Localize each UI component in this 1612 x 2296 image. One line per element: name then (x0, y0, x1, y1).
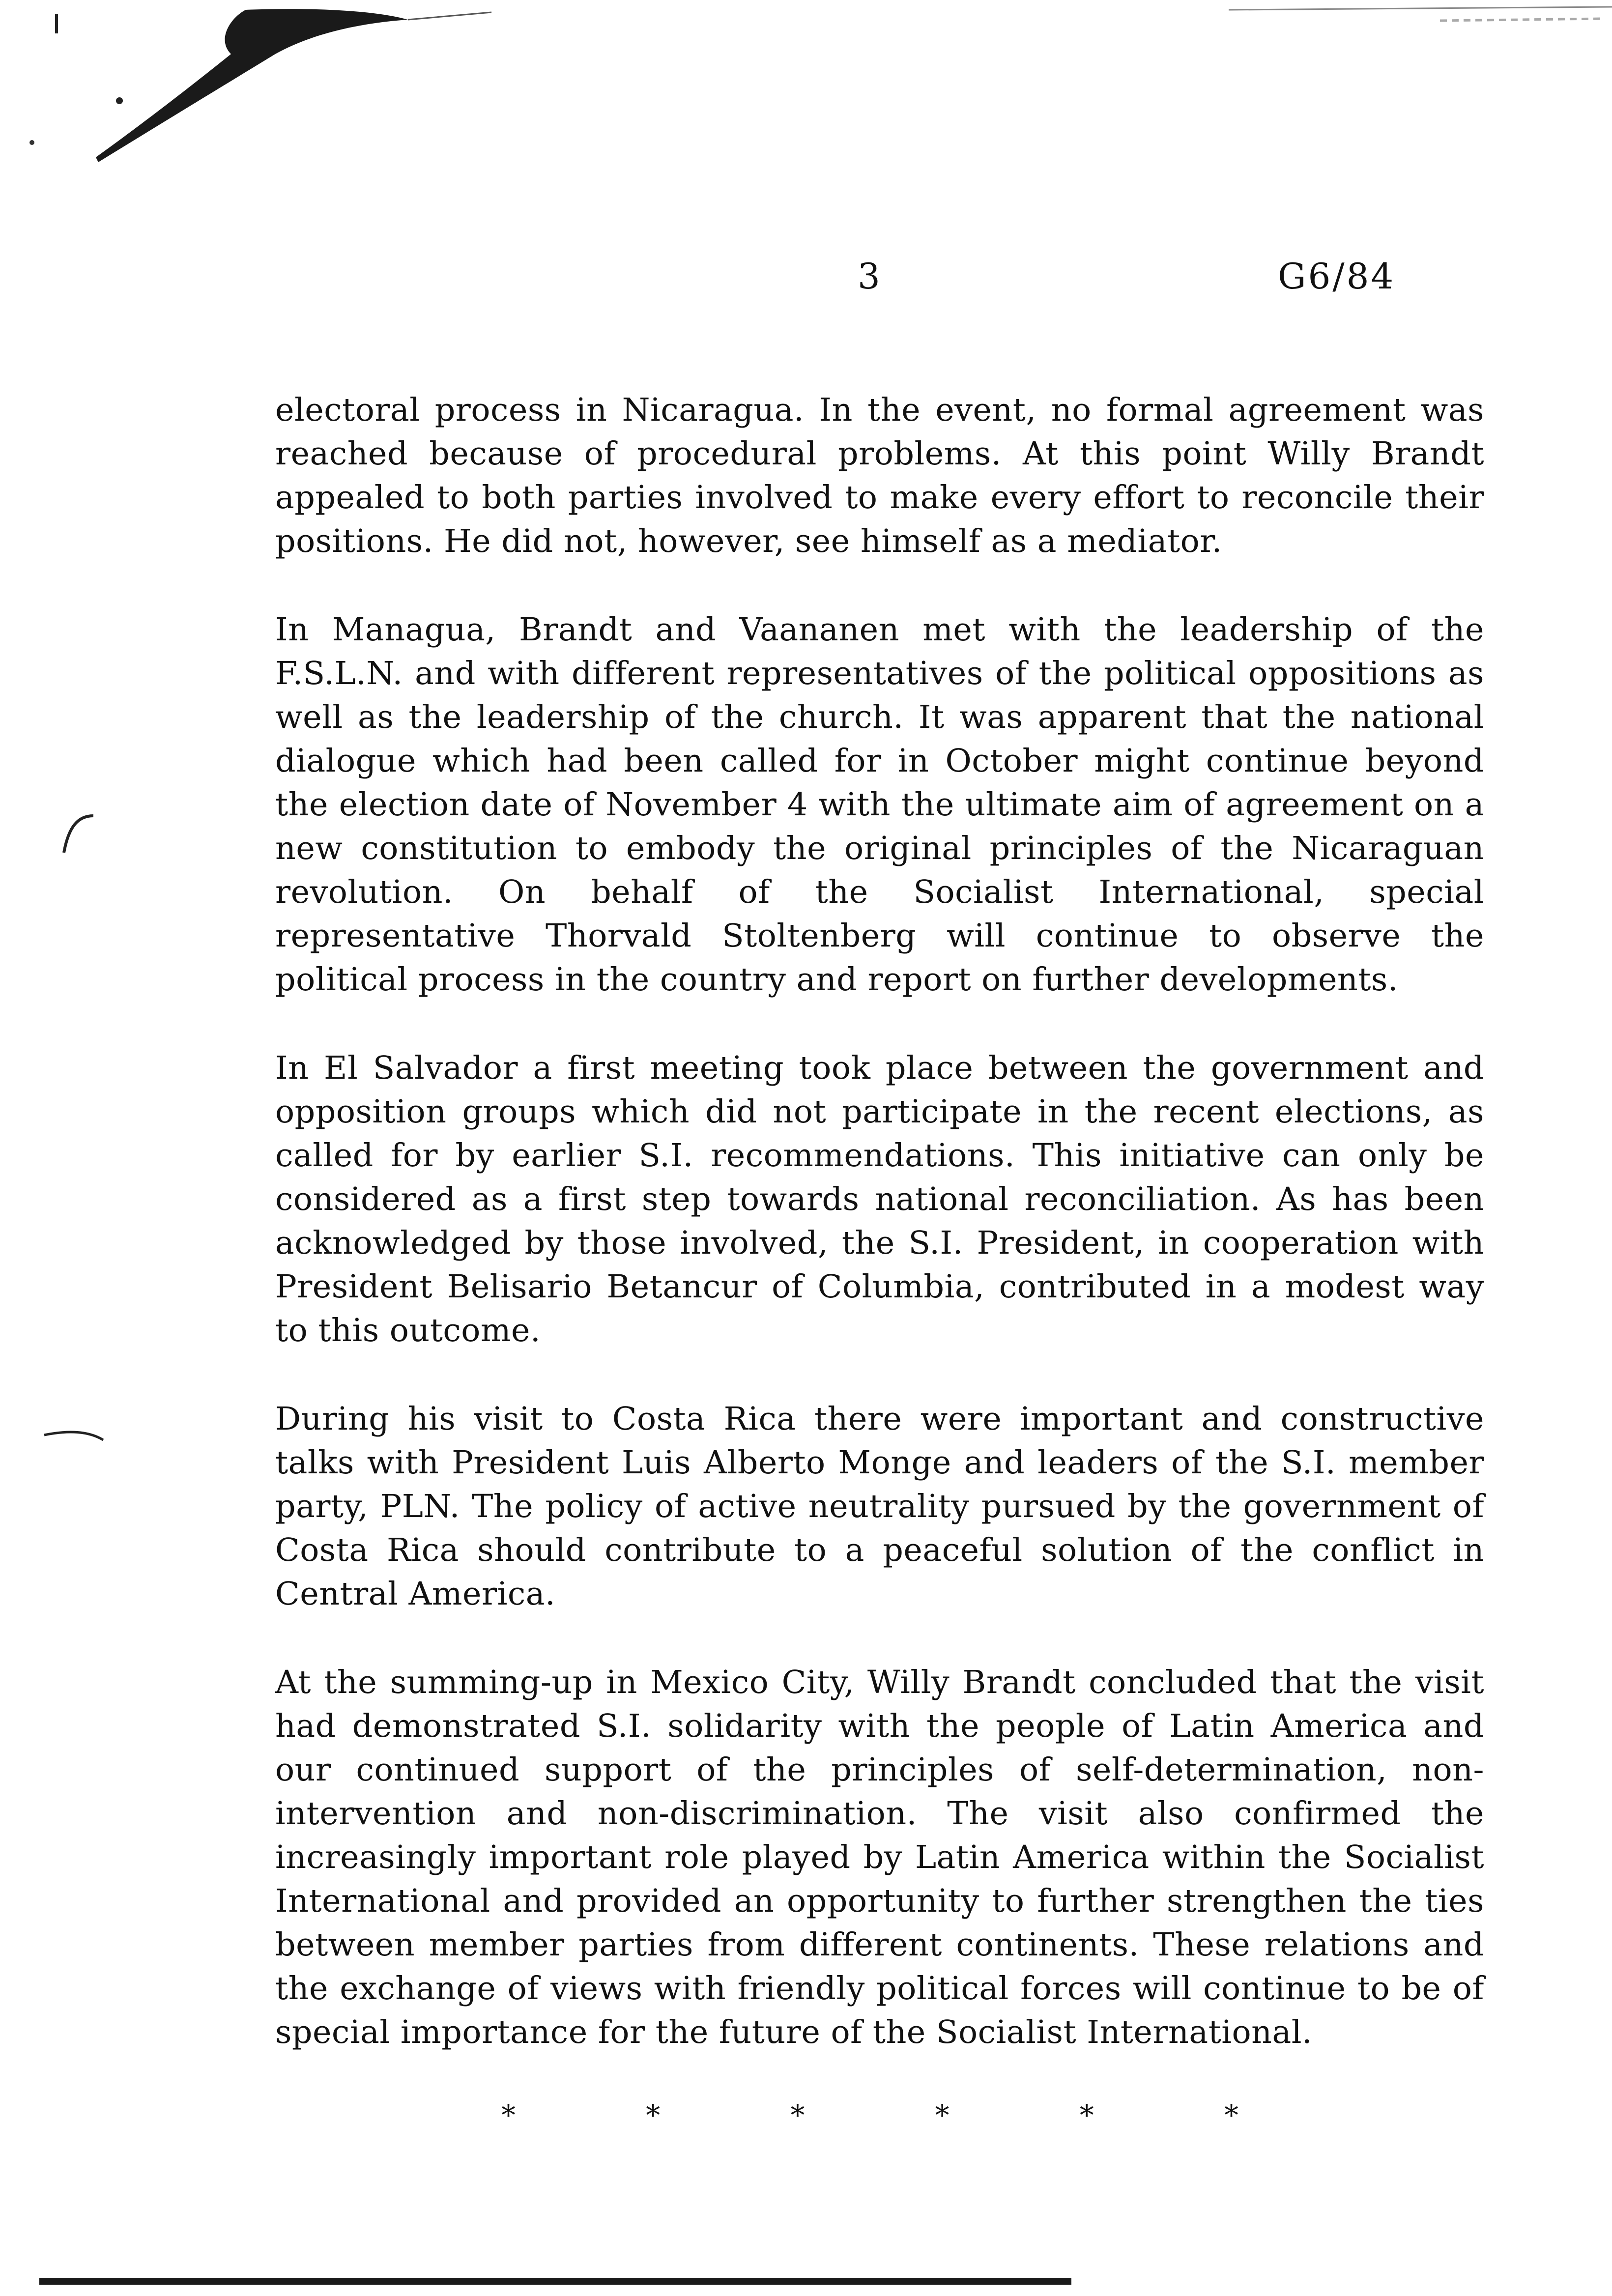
separator-star: * (1224, 2098, 1238, 2132)
separator-star: * (790, 2098, 805, 2132)
section-separator (501, 2098, 1238, 2138)
separator-star: * (1079, 2098, 1094, 2132)
margin-dash-mark (39, 1425, 108, 1445)
paragraph-managua: In Managua, Brandt and Vaananen met with the leadership of the F.S.L.N. and with different representatives of the political oppositions as well as the leadership of the church. It was apparent that the national dialogue which had been called for in October might continue beyond the election date of November 4 with the ultimate aim of agreement on a new constitution to embody the original principles of the Nicaraguan revolution. On behalf of the Socialist International, special representative Thorvald Stoltenberg will continue to observe the political process in the country and report on further developments. (275, 611, 1484, 998)
scan-artifact-top-right (1229, 0, 1612, 39)
paragraph-el-salvador: In El Salvador a first meeting took place between the government and opposition groups which did not participate in the recent elections, as called for by earlier S.I. recommendations. This initiative can only be considered as a first step towards national reconciliation. As has been acknowledged by those involved, the S.I. President, in cooperation with President Belisario Betancur of Columbia, contributed in a modest way to this outcome. (275, 1050, 1484, 1349)
page-number: 3 (858, 256, 880, 297)
page-header (0, 256, 1612, 310)
margin-bracket-mark (44, 806, 103, 860)
separator-star: * (501, 2098, 516, 2132)
paragraph-nicaragua-electoral: electoral process in Nicaragua. In the event, no formal agreement was reached because of procedural problems. At this point Willy Brandt appealed to both parties involved to make every effort to reconcile their positions. He did not, however, see himself as a mediator. (275, 392, 1484, 560)
separator-star: * (646, 2098, 661, 2132)
document-code: G6/84 (1278, 256, 1396, 297)
paragraph-mexico-city: At the summing-up in Mexico City, Willy Brandt concluded that the visit had demonstrated S.I. solidarity with the people of Latin America and our continued support of the principles of self-determination, non-intervention and non-discrimination. The visit also confirmed the increasingly important role played by Latin America within the Socialist International and provided an opportunity to further strengthen the ties between member parties from different continents. These relations and the exchange of views with friendly political forces will continue to be of special importance for the future of the Socialist International. (275, 1664, 1484, 2051)
paragraph-costa-rica: During his visit to Costa Rica there were important and constructive talks with President Luis Alberto Monge and leaders of the S.I. member party, PLN. The policy of active neutrality pursued by the government of Costa Rica should contribute to a peaceful solution of the conflict in Central America. (275, 1401, 1484, 1612)
scan-artifact-top-left (0, 0, 541, 187)
separator-star: * (935, 2098, 950, 2132)
scan-artifact-bottom (39, 2270, 1071, 2295)
body-text (275, 388, 1484, 2054)
